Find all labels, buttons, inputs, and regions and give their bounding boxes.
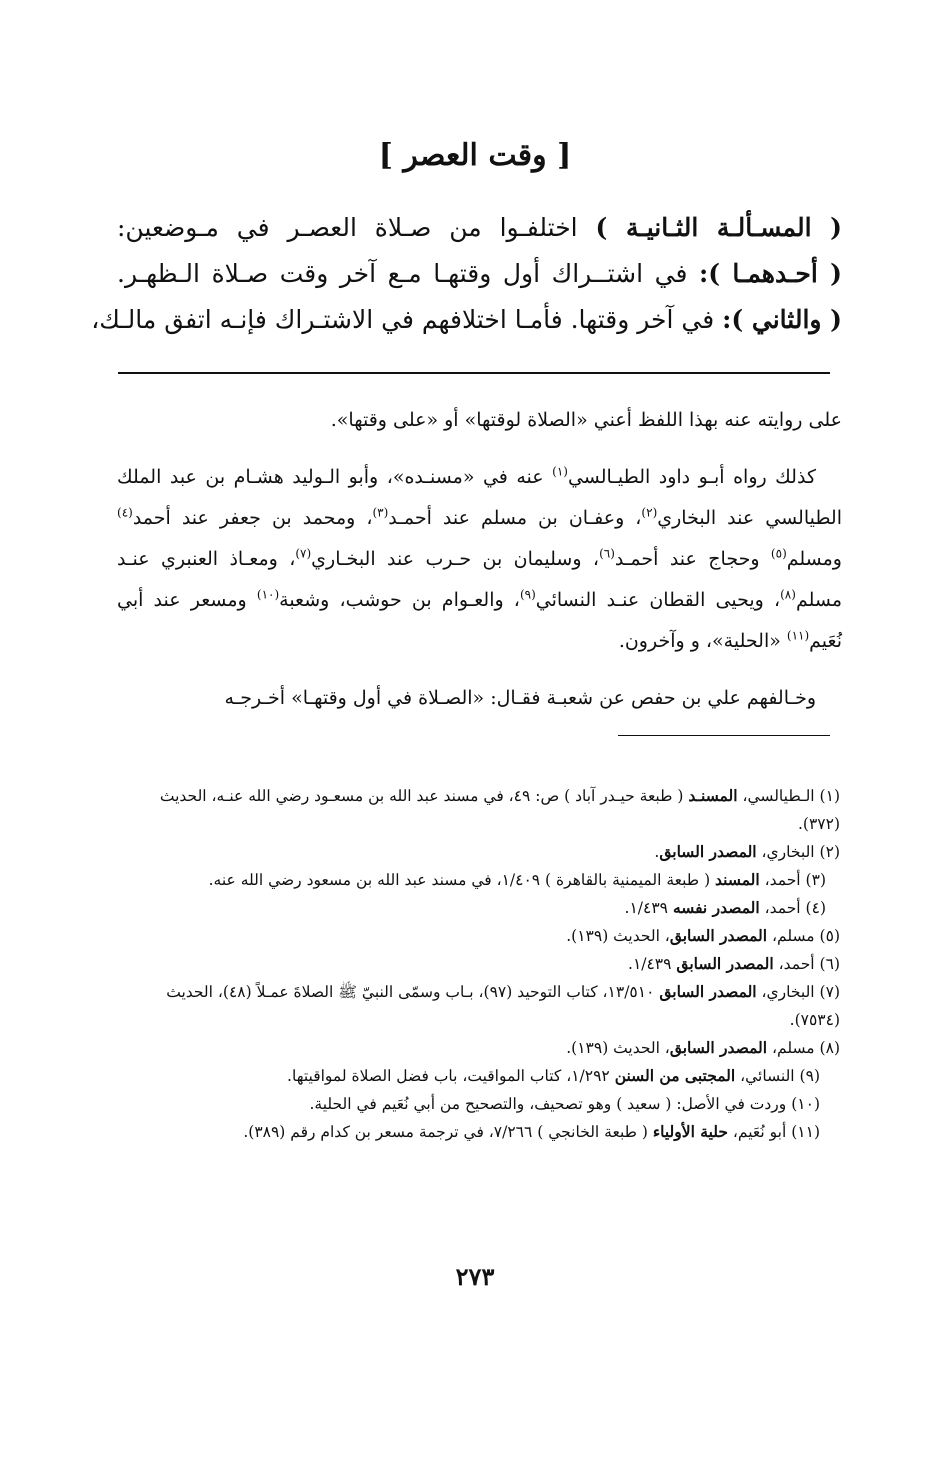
text-run: كذلك رواه أبـو داود الطيـالسي [567,466,816,488]
footnote-text: أبو نُعَيم، [728,1123,787,1141]
footnote-item [115,922,840,950]
second-point-label: ( والثاني ): [722,305,842,334]
commentary-paragraph-1: على روايته عنه بهذا اللفظ أعني «الصلاة لوقتها» أو «على وقتها». [330,409,842,431]
footnote-number: (١) [819,787,840,805]
footnote-text: مسلم، [767,1039,815,1057]
main-divider [118,372,830,374]
footnote-text: أحمد، [773,955,815,973]
footnote-item [115,1034,840,1062]
footnote-text: أحمد، [759,871,801,889]
footnote-ref[interactable]: (٨) [780,587,796,602]
footnote-number: (١٠) [791,1095,820,1113]
text-run: ، ومعـاذ العنبري عنـد مسلم [117,548,842,611]
text-run: ، ومحمد بن جعفر عند أحمد [132,507,373,529]
main-text-line-1 [117,205,842,251]
footnote-number: (٩) [799,1067,820,1085]
footnote-ref[interactable]: (٧) [295,546,312,561]
footnote-source-title: المصدر نفسه [672,898,760,917]
footnote-number: (٣) [805,871,826,889]
footnote-ref[interactable]: (٢) [641,505,658,520]
footnote-text: ، الحديث (١٣٩). [566,927,670,945]
text-run: ، والعـوام بن حوشب، وشعبة [279,589,520,611]
footnote-number: (٨) [819,1039,840,1057]
footnote-number: (٢) [819,843,840,861]
main-text-line-3-body: في آخر وقتها. فأمـا اختلافهم في الاشتـراك فإنـه اتفق مالـك، [91,305,715,334]
main-text-line-2 [117,251,842,297]
text-run: ، وعفـان بن مسلم عند أحمـد [388,507,642,529]
footnote-ref[interactable]: (١٠) [256,587,280,602]
commentary [117,400,842,735]
footnote-text: . [654,843,660,861]
footnote-text: وردت في الأصل: ( سعيد ) وهو تصحيف، والتصحيح من أبي نُعَيم في الحلية. [309,1095,787,1113]
footnote-source-title: المسنـد [688,786,738,805]
footnote-number: (٧) [819,983,840,1001]
section-heading: [ وقت العصر ] [378,138,572,173]
commentary-paragraph-3: وخـالفهم علي بن حفص عن شعبـة فقـال: «الصـلاة في أول وقتهـا» أخـرجـه [224,687,816,709]
footnote-text: أحمد، [759,899,801,917]
footnote-item [115,1062,840,1090]
footnote-source-title: المصدر السابق [659,842,757,861]
text-run: «الحلية»، و وآخرون. [618,630,787,652]
footnote-item [115,866,840,894]
footnote-text: ( طبعة الخانجي ) ٧/٢٦٦، في ترجمة مسعر بن كدام رقم (٣٨٩). [243,1123,653,1141]
footnote-text: النسائي، [735,1067,795,1085]
text-run: وحجاج عند أحمـد [614,548,771,570]
footnote-ref[interactable]: (١١) [786,628,810,643]
footnote-ref[interactable]: (٩) [519,587,536,602]
footnote-item [115,1090,840,1118]
footnote-text: ١/٢٩٢، كتاب المواقيت، باب فضل الصلاة لمواقيتها. [287,1067,615,1085]
footnote-ref[interactable]: (١) [552,464,568,479]
footnotes [115,782,840,1146]
footnote-text: ( طبعة الميمنية بالقاهرة ) ١/٤٠٩، في مسند عبد الله بن مسعود رضي الله عنه. [208,871,716,889]
footnote-source-title: المجتبى من السنن [614,1066,736,1085]
footnote-text: البخاري، [756,843,815,861]
footnote-text: ١/٤٣٩. [628,955,677,973]
footnote-source-title: المصدر السابق [669,1038,768,1057]
footnote-ref[interactable]: (٥) [770,546,787,561]
footnote-item [115,838,840,866]
footnote-number: (٥) [819,927,840,945]
first-point-label: ( أحـدهمـا ): [699,259,843,288]
footnote-source-title: المصدر السابق [669,926,768,945]
footnote-item [115,782,840,838]
page-number: ٢٧٣ [455,1262,495,1291]
footnote-number: (٦) [819,955,840,973]
commentary-paragraph-2 [117,457,842,662]
footnote-source-title: المصدر السابق [676,954,774,973]
main-text-line-1-body: اختلفـوا من صـلاة العصـر في مـوضعين: [117,213,578,242]
issue-label: ( المسـألـة الثـانيـة ) [595,213,842,242]
text-run: ، وسليمان بن حـرب عند البخـاري [311,548,600,570]
text-run: عنه في «مسنـده»، وأبو الـوليد هشـام بن عبد الملك الطيالسي عند البخاري [117,466,843,529]
footnote-item [115,950,840,978]
main-text-line-3 [91,297,842,343]
footnote-item [115,894,840,922]
text-run: ومسعر عند أبي نُعَيم [117,589,842,652]
footnote-item [115,1118,840,1146]
footnote-text: ١/٤٣٩. [624,899,673,917]
footnote-ref[interactable]: (٣) [372,505,389,520]
footnote-source-title: حلية الأولياء [652,1122,728,1141]
footnote-text: ( طبعة حيـدر آباد ) ص: ٤٩، في مسند عبد الله بن مسعـود رضي الله عنـه، الحديث (٣٧٢). [159,787,840,833]
footnote-text: الـطيالسي، [737,787,815,805]
footnote-text: مسلم، [767,927,815,945]
footnote-divider [618,735,830,736]
footnote-text: ١٣/٥١٠، كتاب التوحيد (٩٧)، بـاب وسمّى النبيّ ﷺ الصلاةَ عمـلاً (٤٨)، الحديث (٧٥٣٤). [166,983,840,1029]
footnote-ref[interactable]: (٦) [599,546,615,561]
footnote-ref[interactable]: (٤) [117,505,133,520]
main-text [91,205,843,343]
footnote-number: (١١) [791,1123,820,1141]
footnote-item [115,978,840,1034]
footnote-text: ، الحديث (١٣٩). [566,1039,670,1057]
main-text-line-2-body: في اشتــراك أول وقتهـا مـع آخر وقت صـلاة الـظهـر. [117,259,688,288]
footnote-source-title: المسند [715,870,760,889]
text-run: ، ويحيى القطان عنـد النسائي [535,589,781,611]
footnote-source-title: المصدر السابق [659,982,757,1001]
footnote-text: البخاري، [756,983,815,1001]
footnote-number: (٤) [805,899,826,917]
text-run: ومسلم [786,548,842,570]
